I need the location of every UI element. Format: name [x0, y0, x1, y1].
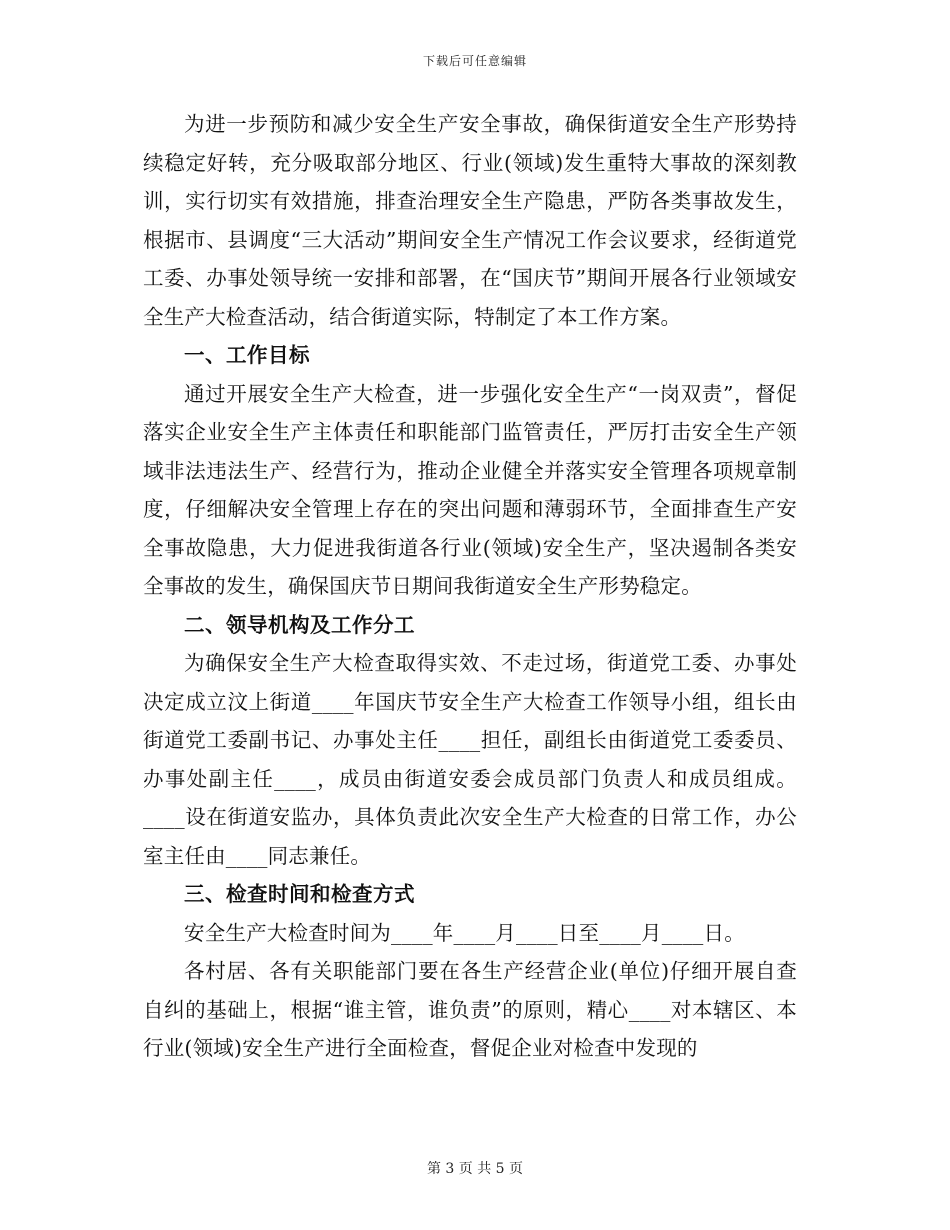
- section-3-paragraph-2: 各村居、各有关职能部门要在各生产经营企业(单位)仔细开展自查自纠的基础上，根据“谁主管，谁负责”的原则，精心____对本辖区、本行业(领域)安全生产进行全面检查，督促企业对检查中发现的: [143, 959, 797, 1060]
- intro-paragraph: 为进一步预防和减少安全生产安全事故，确保街道安全生产形势持续稳定好转，充分吸取部分地区、行业(领域)发生重特大事故的深刻教训，实行切实有效措施，排查治理安全生产隐患，严防各类事故发生，根据市、县调度“三大活动”期间安全生产情况工作会议要求，经街道党工委、办事处领导统一安排和部署，在“国庆节”期间开展各行业领域安全生产大检查活动，结合街道实际，特制定了本工作方案。: [143, 112, 797, 329]
- section-1-paragraph: 通过开展安全生产大检查，进一步强化安全生产“一岗双责”，督促落实企业安全生产主体责任和职能部门监管责任，严厉打击安全生产领域非法违法生产、经营行为，推动企业健全并落实安全管理各项规章制度，仔细解决安全管理上存在的突出问题和薄弱环节，全面排查生产安全事故隐患，大力促进我街道各行业(领域)安全生产，坚决遏制各类安全事故的发生，确保国庆节日期间我街道安全生产形势稳定。: [143, 381, 797, 598]
- document-body: [143, 105, 797, 1068]
- section-2-heading: 二、领导机构及工作分工: [184, 612, 415, 637]
- section-1-heading: 一、工作目标: [184, 343, 310, 367]
- section-3-heading: 三、检查时间和检查方式: [184, 882, 415, 906]
- section-2-paragraph: 为确保安全生产大检查取得实效、不走过场，街道党工委、办事处决定成立汶上街道____年国庆节安全生产大检查工作领导小组，组长由街道党工委副书记、办事处主任____担任，副组长由街道党工委委员、办事处副主任____，成员由街道安委会成员部门负责人和成员组成。____设在街道安监办，具体负责此次安全生产大检查的日常工作，办公室主任由____同志兼任。: [143, 651, 797, 868]
- page-footer: 第 3 页 共 5 页: [426, 1161, 524, 1177]
- page-header: 下载后可任意编辑: [422, 54, 527, 68]
- section-3-paragraph-1: 安全生产大检查时间为____年____月____日至____月____日。: [184, 920, 745, 945]
